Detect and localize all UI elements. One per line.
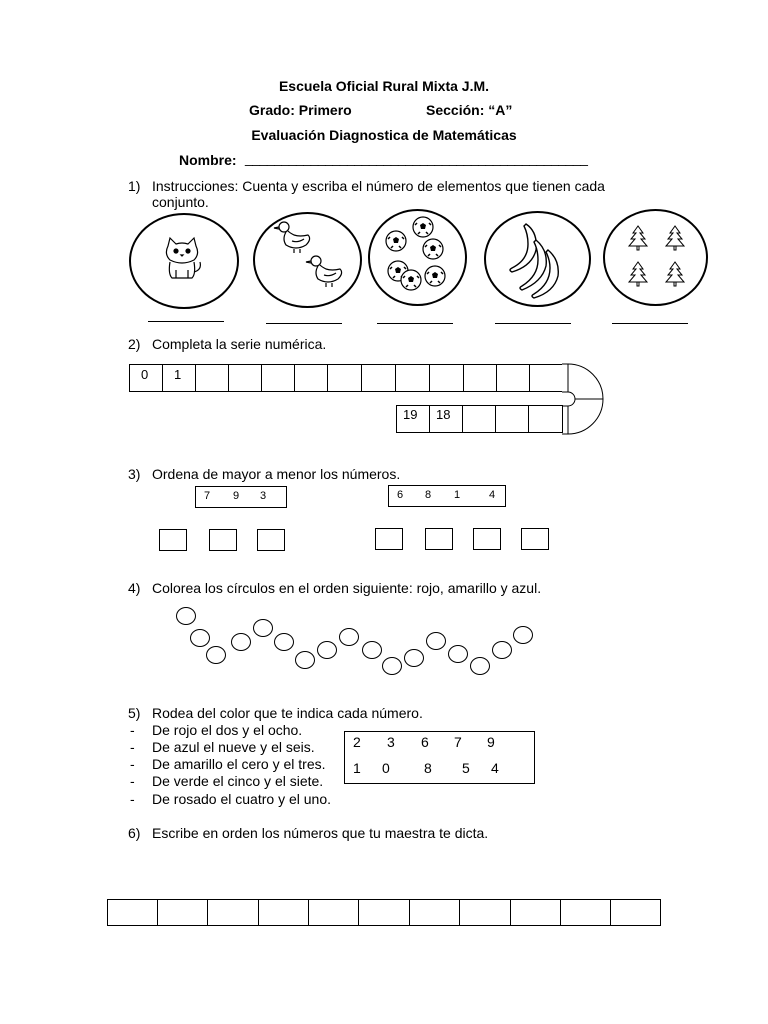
color-circle[interactable] (404, 649, 424, 667)
q5-bullet: - (130, 722, 135, 738)
duck-icon (306, 253, 346, 289)
name-line[interactable]: _______________________________________________ (245, 150, 588, 166)
group-number: 4 (489, 489, 496, 501)
q4-instructions: Colorea los círculos en el orden siguiente: rojo, amarillo y azul. (152, 580, 542, 596)
dictation-cell[interactable] (510, 899, 561, 926)
q5-number: 5) (128, 705, 141, 721)
dictation-cell[interactable] (610, 899, 661, 926)
color-circle[interactable] (206, 646, 226, 664)
box-number[interactable]: 0 (382, 760, 390, 776)
box-number[interactable]: 4 (491, 760, 499, 776)
box-number[interactable]: 3 (387, 734, 395, 750)
color-circle[interactable] (190, 629, 210, 647)
series-cell[interactable] (463, 364, 497, 392)
color-circle[interactable] (362, 641, 382, 659)
answer-line-5[interactable] (612, 323, 688, 324)
q5-instructions: Rodea del color que te indica cada número. (152, 705, 423, 721)
color-circle[interactable] (470, 657, 490, 675)
soccer-ball-icon (411, 215, 435, 239)
order-answer-box[interactable] (209, 529, 237, 551)
box-number[interactable]: 1 (353, 760, 361, 776)
series-value: 1 (174, 367, 182, 382)
series-cell[interactable] (529, 364, 563, 392)
series-cell[interactable] (462, 405, 496, 433)
q1-number: 1) (128, 178, 141, 194)
color-circle[interactable] (513, 626, 533, 644)
answer-line-1[interactable] (148, 321, 224, 322)
soccer-ball-icon (421, 237, 445, 261)
name-label: Nombre: (179, 152, 237, 168)
color-circle[interactable] (426, 632, 446, 650)
order-answer-box[interactable] (257, 529, 285, 551)
section-label: Sección: “A” (426, 102, 513, 118)
dictation-cell[interactable] (409, 899, 460, 926)
dictation-cell[interactable] (157, 899, 208, 926)
q5-bullet: - (130, 791, 135, 807)
dictation-cell[interactable] (459, 899, 511, 926)
dictation-cell[interactable] (308, 899, 359, 926)
q4-number: 4) (128, 580, 141, 596)
series-cell[interactable] (228, 364, 262, 392)
q5-item: De azul el nueve y el seis. (152, 739, 315, 755)
q1-instructions-line1: Instrucciones: Cuenta y escriba el número de elementos que tienen cada (152, 178, 605, 194)
q5-bullet: - (130, 739, 135, 755)
q2-number: 2) (128, 336, 141, 352)
dictation-cell[interactable] (358, 899, 410, 926)
color-circle[interactable] (339, 628, 359, 646)
dictation-cell[interactable] (258, 899, 309, 926)
banana-icon (506, 222, 568, 298)
school-name: Escuela Oficial Rural Mixta J.M. (278, 78, 490, 94)
color-circle[interactable] (295, 651, 315, 669)
group-number: 6 (397, 489, 404, 501)
color-circle[interactable] (274, 633, 294, 651)
order-answer-box[interactable] (521, 528, 549, 550)
series-cell[interactable] (429, 364, 464, 392)
series-value: 0 (141, 367, 149, 382)
box-number[interactable]: 9 (487, 734, 495, 750)
dictation-cell[interactable] (207, 899, 259, 926)
series-cell[interactable] (495, 405, 529, 433)
set-circle-trees (603, 209, 708, 306)
box-number[interactable]: 6 (421, 734, 429, 750)
answer-line-3[interactable] (377, 323, 453, 324)
q5-item: De rojo el dos y el ocho. (152, 722, 303, 738)
grade-label: Grado: Primero (249, 102, 352, 118)
color-circle[interactable] (253, 619, 273, 637)
series-turn-connector (562, 364, 606, 434)
series-cell[interactable] (327, 364, 362, 392)
group-number: 7 (204, 490, 211, 502)
order-answer-box[interactable] (473, 528, 501, 550)
q2-instructions: Completa la serie numérica. (152, 336, 327, 352)
number-box (344, 731, 535, 784)
group-number: 3 (260, 490, 267, 502)
series-cell[interactable] (294, 364, 328, 392)
dictation-cell[interactable] (107, 899, 158, 926)
series-cell[interactable] (496, 364, 530, 392)
answer-line-2[interactable] (266, 323, 342, 324)
pine-tree-icon (627, 261, 649, 287)
order-answer-box[interactable] (375, 528, 403, 550)
box-number[interactable]: 2 (353, 734, 361, 750)
series-cell[interactable] (528, 405, 563, 433)
q1-instructions-line2: conjunto. (152, 194, 209, 210)
q3-instructions: Ordena de mayor a menor los números. (152, 466, 401, 482)
answer-line-4[interactable] (495, 323, 571, 324)
box-number[interactable]: 8 (424, 760, 432, 776)
cat-icon (160, 236, 204, 282)
series-cell[interactable] (261, 364, 295, 392)
q5-bullet: - (130, 773, 135, 789)
color-circle[interactable] (382, 657, 402, 675)
order-answer-box[interactable] (159, 529, 187, 551)
color-circle[interactable] (448, 645, 468, 663)
order-answer-box[interactable] (425, 528, 453, 550)
dictation-cell[interactable] (560, 899, 611, 926)
series-cell[interactable] (395, 364, 430, 392)
pine-tree-icon (627, 225, 649, 251)
soccer-ball-icon (399, 268, 423, 292)
q3-number: 3) (128, 466, 141, 482)
series-cell[interactable] (195, 364, 229, 392)
series-value: 19 (403, 407, 418, 422)
q5-bullet: - (130, 756, 135, 772)
pine-tree-icon (664, 225, 686, 251)
color-circle[interactable] (492, 641, 512, 659)
pine-tree-icon (664, 261, 686, 287)
group-number: 9 (233, 490, 240, 502)
box-number[interactable]: 7 (454, 734, 462, 750)
soccer-ball-icon (384, 229, 408, 253)
q5-item: De rosado el cuatro y el uno. (152, 791, 331, 807)
soccer-ball-icon (423, 264, 447, 288)
q6-number: 6) (128, 825, 141, 841)
evaluation-title: Evaluación Diagnostica de Matemáticas (251, 127, 517, 143)
group-number: 1 (454, 489, 461, 501)
box-number[interactable]: 5 (462, 760, 470, 776)
color-circle[interactable] (176, 607, 196, 625)
group-number: 8 (425, 489, 432, 501)
color-circle[interactable] (317, 641, 337, 659)
duck-icon (274, 219, 314, 255)
q5-item: De amarillo el cero y el tres. (152, 756, 326, 772)
q5-item: De verde el cinco y el siete. (152, 773, 324, 789)
color-circle[interactable] (231, 633, 251, 651)
series-value: 18 (436, 407, 451, 422)
q6-instructions: Escribe en orden los números que tu maestra te dicta. (152, 825, 489, 841)
series-cell[interactable] (361, 364, 396, 392)
